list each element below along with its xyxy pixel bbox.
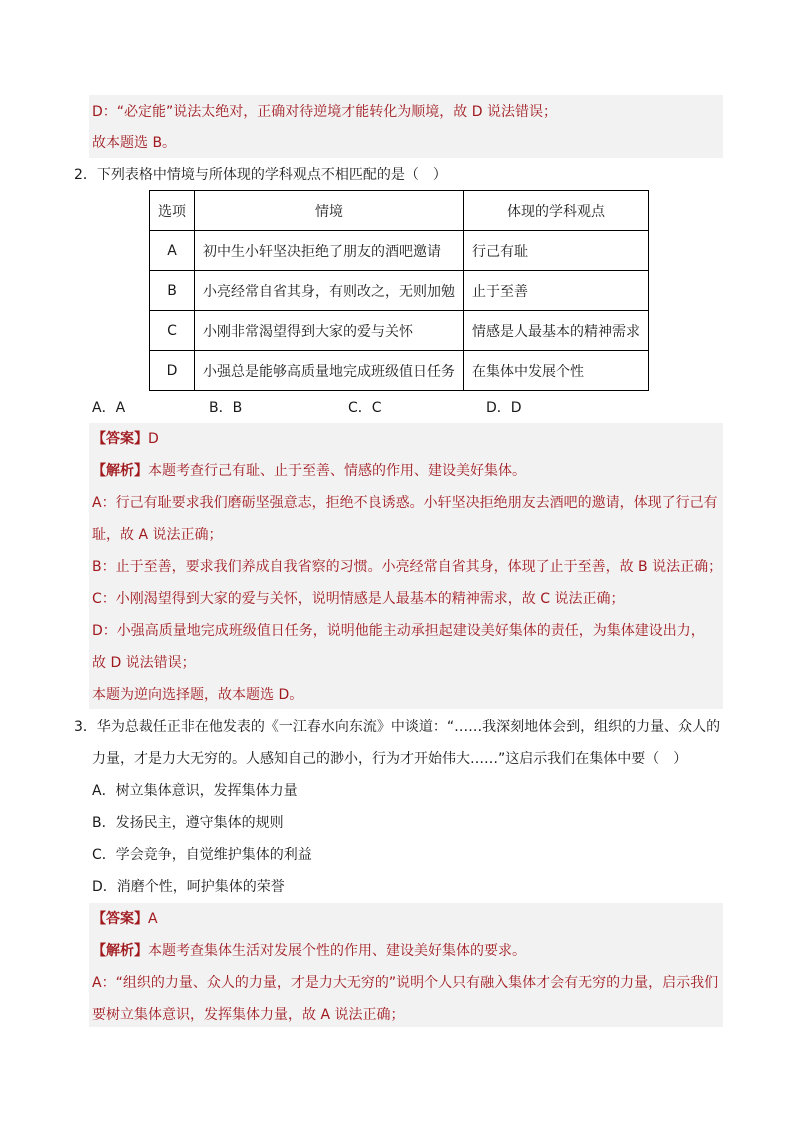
table-header-row <box>150 191 649 231</box>
table-cell: D <box>150 351 195 391</box>
table-cell: 小刚非常渴望得到大家的爱与关怀 <box>195 311 464 351</box>
table-header-cell: 选项 <box>150 191 195 231</box>
table-cell: A <box>150 231 195 271</box>
question-2-stem: 2．下列表格中情境与所体现的学科观点不相匹配的是（ ） <box>74 167 447 183</box>
table-cell: 在集体中发展个性 <box>464 351 649 391</box>
analysis-line: A：“组织的力量、众人的力量，才是力大无穷的”说明个人只有融入集体才会有无穷的力量，启示我们 <box>92 975 719 991</box>
analysis-intro-q2 <box>92 461 526 481</box>
analysis-line: D：小强高质量地完成班级值日任务，说明他能主动承担起建设美好集体的责任，为集体建设出力， <box>92 623 705 639</box>
analysis-label: 【解析】 <box>92 943 148 959</box>
analysis-intro-text: 本题考查集体生活对发展个性的作用、建设美好集体的要求。 <box>148 943 526 959</box>
question-3-option-d: D．消磨个性，呵护集体的荣誉 <box>92 879 285 895</box>
question-2-option-a: A．A <box>92 400 126 416</box>
question-2-option-d: D．D <box>486 400 522 416</box>
table-header-cell: 情境 <box>195 191 464 231</box>
answer-value: A <box>148 911 158 927</box>
table-cell: 止于至善 <box>464 271 649 311</box>
analysis-line: B：止于至善，要求我们养成自我省察的习惯。小亮经常自省其身，体现了止于至善，故 B 说法正确； <box>92 559 723 575</box>
analysis-intro-q3 <box>92 941 526 961</box>
table-row <box>150 311 649 351</box>
question-3-stem-line-1: 3．华为总裁任正非在他发表的《一江春水向东流》中谈道：“……我深刻地体会到，组织的力量、众人的 <box>74 719 721 735</box>
analysis-line: 故 D 说法错误； <box>92 655 196 671</box>
analysis-line: 本题为逆向选择题，故本题选 D。 <box>92 687 304 703</box>
question-2-table <box>149 190 649 391</box>
question-2-option-c: C．C <box>348 400 382 416</box>
question-3-stem-line-2: 力量，才是力大无穷的。人感知自己的渺小，行为才开始伟大……”这启示我们在集体中要（ ） <box>92 751 688 767</box>
table-cell: 情感是人最基本的精神需求 <box>464 311 649 351</box>
analysis-line: A：行己有耻要求我们磨砺坚强意志，拒绝不良诱惑。小轩坚决拒绝朋友去酒吧的邀请，体现了行己有 <box>92 495 718 511</box>
table-cell: 行己有耻 <box>464 231 649 271</box>
table-cell: C <box>150 311 195 351</box>
question-2-option-b: B．B <box>209 400 243 416</box>
question-3-option-a: A．树立集体意识，发挥集体力量 <box>92 783 298 799</box>
table-row <box>150 351 649 391</box>
analysis-line-d: D：“必定能”说法太绝对，正确对待逆境才能转化为顺境，故 D 说法错误； <box>92 104 557 120</box>
answer-line-q3 <box>92 909 158 929</box>
analysis-line: C：小刚渴望得到大家的爱与关怀，说明情感是人最基本的精神需求，故 C 说法正确； <box>92 591 625 607</box>
table-cell: 初中生小轩坚决拒绝了朋友的酒吧邀请 <box>195 231 464 271</box>
question-3-option-c: C．学会竞争，自觉维护集体的利益 <box>92 847 312 863</box>
table-header-cell: 体现的学科观点 <box>464 191 649 231</box>
question-3-option-b: B．发扬民主，遵守集体的规则 <box>92 815 284 831</box>
analysis-line: 耻，故 A 说法正确； <box>92 527 223 543</box>
table-cell: 小强总是能够高质量地完成班级值日任务 <box>195 351 464 391</box>
analysis-intro-text: 本题考查行己有耻、止于至善、情感的作用、建设美好集体。 <box>148 463 526 479</box>
table-row <box>150 231 649 271</box>
answer-label: 【答案】 <box>92 911 148 927</box>
analysis-line: 要树立集体意识，发挥集体力量，故 A 说法正确； <box>92 1007 405 1023</box>
answer-value: D <box>148 431 159 447</box>
table-cell: 小亮经常自省其身，有则改之，无则加勉 <box>195 271 464 311</box>
answer-label: 【答案】 <box>92 431 148 447</box>
conclusion-line: 故本题选 B。 <box>92 135 177 151</box>
table-cell: B <box>150 271 195 311</box>
answer-line-q2 <box>92 429 159 449</box>
table-row <box>150 271 649 311</box>
analysis-label: 【解析】 <box>92 463 148 479</box>
